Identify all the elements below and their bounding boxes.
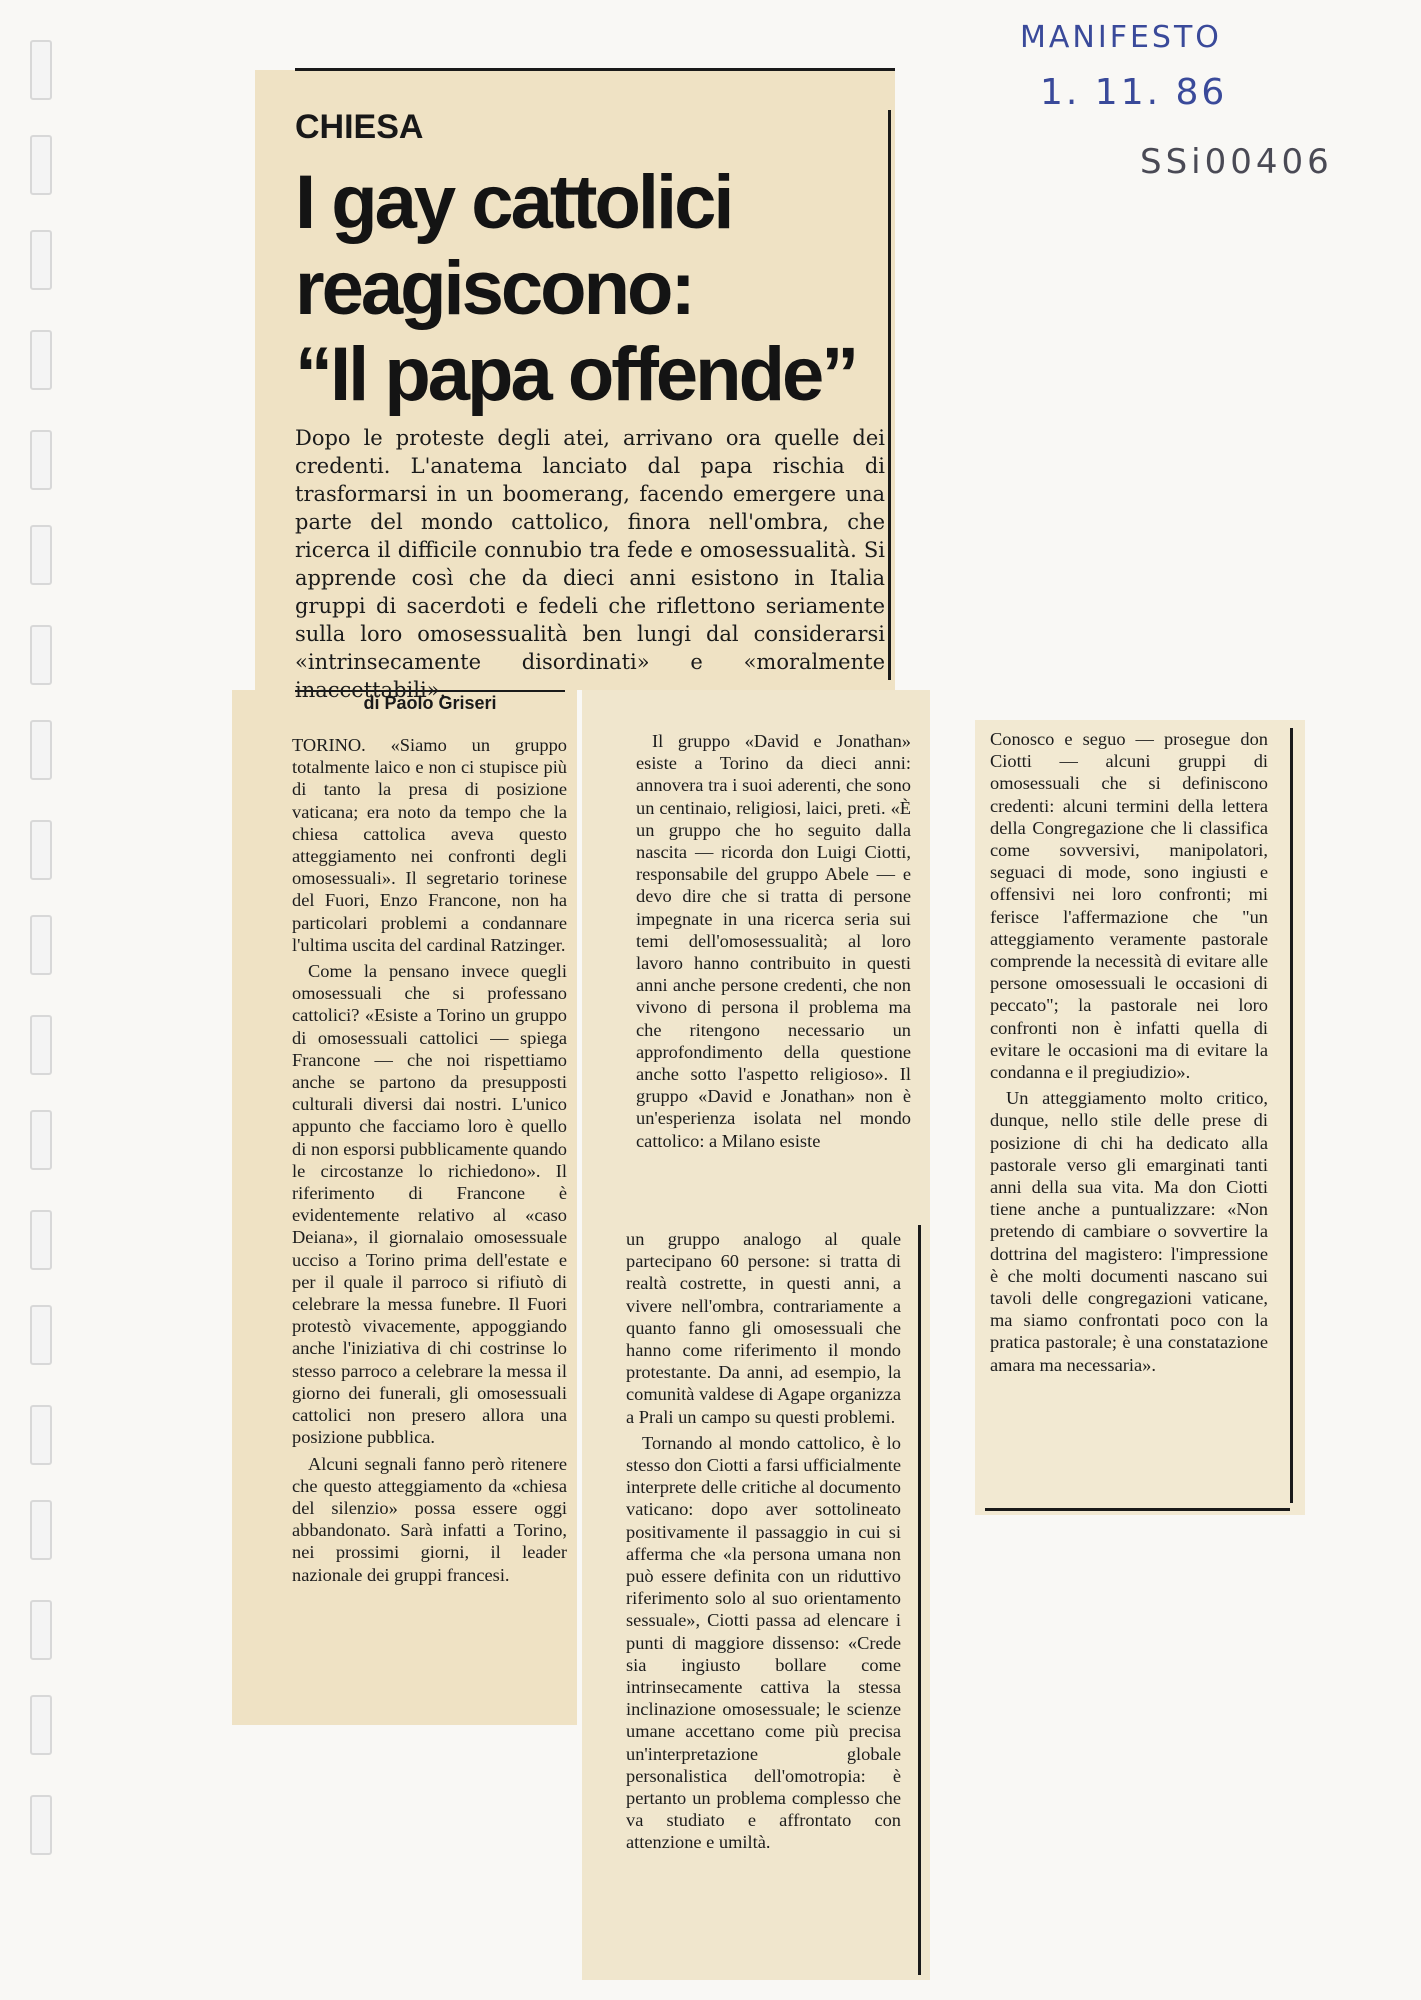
article-column-2-top bbox=[636, 730, 911, 1156]
handwritten-publication: MANIFESTO bbox=[1020, 20, 1222, 55]
binder-hole bbox=[30, 330, 52, 390]
handwritten-archive-code: SSi00406 bbox=[1140, 142, 1333, 182]
paragraph: un gruppo analogo al quale partecipano 60 persone: si tratta di realtà costrette, in questi anni, a vivere nell'ombra, contrariamente a quanto fanno gli omosessuali che hanno come riferimento il mondo protestante. Da anni, ad esempio, la comunità valdese di Agape organizza a Prali un campo su questi problemi. bbox=[626, 1229, 901, 1427]
paragraph: Conosco e seguo — prosegue don Ciotti — alcuni gruppi di omosessuali che si definiscono credenti: alcuni termini della lettera della Congregazione che li classifica come sovversivi, manipolatori, seguaci di mode, sono ingiusti e offensivi nei loro confronti; mi ferisce l'affermazione che "un atteggiamento veramente pastorale comprende la necessità di evitare alle persone omosessuali le occasioni di peccato"; la pastorale nei loro confronti non è infatti quella di evitare le occasioni ma di evitare la condanna e il pregiudizio». bbox=[990, 729, 1268, 1083]
binder-hole bbox=[30, 720, 52, 780]
headline-line: I gay cattolici bbox=[295, 160, 732, 245]
article-column-3 bbox=[990, 728, 1268, 1380]
paragraph: Un atteggiamento molto critico, dunque, nello stile delle prese di posizione di chi ha dedicato alla pastorale verso gli emarginati tanti anni della sua vita. Ma don Ciotti tiene anche a puntualizzare: «Non pretendo di cambiare o sovvertire la dottrina del magistero: l'impressione è che molti documenti nascano sui tavoli delle congregazioni vaticane, ma siamo confrontati poco con la pratica pastorale; è una constatazione amara ma necessaria». bbox=[990, 1088, 1268, 1375]
paragraph: TORINO. «Siamo un gruppo totalmente laico e non ci stupisce più di tanto la presa di posizione vaticana; era noto da tempo che la chiesa cattolica aveva questo atteggiamento nei confronti degli omosessuali». Il segretario torinese del Fuori, Enzo Francone, non ha particolari problemi a condannare l'ultima uscita del cardinal Ratzinger. bbox=[292, 735, 567, 955]
article-column-1 bbox=[292, 734, 567, 1590]
binder-hole bbox=[30, 1015, 52, 1075]
byline: di Paolo Griseri bbox=[363, 693, 497, 713]
binder-hole bbox=[30, 230, 52, 290]
binder-hole bbox=[30, 1210, 52, 1270]
binder-hole bbox=[30, 1695, 52, 1755]
headline-line: “Il papa offende” bbox=[295, 332, 857, 417]
binder-hole bbox=[30, 525, 52, 585]
binder-hole bbox=[30, 625, 52, 685]
column3-vertical-rule bbox=[1290, 728, 1293, 1503]
binder-hole bbox=[30, 135, 52, 195]
binder-hole bbox=[30, 1110, 52, 1170]
paragraph: Come la pensano invece quegli omosessuali che si professano cattolici? «Esiste a Torino un gruppo di omosessuali cattolici — spiega Francone — che noi rispettiamo anche se partono da presupposti culturali diversi dai nostri. L'unico appunto che facciamo loro è quello di non esporsi pubblicamente quando le circostanze lo richiedono». Il riferimento di Francone è evidentemente relativo al «caso Deiana», il giornalaio omosessuale ucciso a Torino prima dell'estate e per il quale il parroco si rifiutò di celebrare la messa funebre. Il Fuori protestò vivacemente, appoggiando anche l'iniziativa di chi costrinse lo stesso parroco a celebrare la messa il giorno dei funerali, gli omosessuali cattolici non presero allora una posizione pubblica. bbox=[292, 961, 567, 1448]
binder-hole bbox=[30, 1405, 52, 1465]
end-rule bbox=[985, 1508, 1290, 1511]
headline bbox=[295, 160, 875, 418]
binder-hole bbox=[30, 40, 52, 100]
binder-hole bbox=[30, 430, 52, 490]
binder-hole bbox=[30, 915, 52, 975]
column2-vertical-rule bbox=[918, 1225, 921, 1975]
binder-hole bbox=[30, 1600, 52, 1660]
paragraph: Alcuni segnali fanno però ritenere che questo atteggiamento da «chiesa del silenzio» possa essere oggi abbandonato. Sarà infatti a Torino, nei prossimi giorni, il leader nazionale dei gruppi francesi. bbox=[292, 1453, 567, 1585]
binder-holes bbox=[30, 40, 54, 1940]
lead-paragraph: Dopo le proteste degli atei, arrivano ora quelle dei credenti. L'anatema lanciato dal papa rischia di trasformarsi in un boomerang, facendo emergere una parte del mondo cattolico, finora nell'ombra, che ricerca il difficile connubio tra fede e omosessualità. Si apprende così che da dieci anni esistono in Italia gruppi di sacerdoti e fedeli che riflettono seriamente sulla loro omosessualità ben lungi dal considerarsi «intrinsecamente disordinati» e «moralmente inaccettabili». bbox=[295, 426, 885, 702]
header-vertical-rule bbox=[888, 110, 891, 680]
headline-line: reagiscono: bbox=[295, 246, 693, 331]
binder-hole bbox=[30, 1500, 52, 1560]
top-rule bbox=[295, 68, 895, 71]
article-column-2-bottom bbox=[626, 1228, 901, 1858]
paragraph: Tornando al mondo cattolico, è lo stesso don Ciotti a farsi ufficialmente interprete delle critiche al documento vaticano: dopo aver sottolineato positivamente il passaggio in cui si afferma che «la persona umana non può essere definita con un riduttivo riferimento solo al suo orientamento sessuale», Ciotti passa ad elencare i punti di maggiore dissenso: «Crede sia ingiusto bollare come intrinsecamente cattiva la stessa inclinazione omosessuale; le scienze umane accettano come più precisa un'interpretazione globale personalistica dell'omotropia: è pertanto un problema complesso che va studiato e affrontato con attenzione e umiltà. bbox=[626, 1432, 901, 1853]
binder-hole bbox=[30, 1305, 52, 1365]
binder-hole bbox=[30, 1795, 52, 1855]
paragraph: Il gruppo «David e Jonathan» esiste a Torino da dieci anni: annovera tra i suoi aderenti, che sono un centinaio, religiosi, laici, preti. «È un gruppo che ho seguito dalla nascita — ricorda don Luigi Ciotti, responsabile del gruppo Abele — e devo dire che si tratta di persone impegnate in una ricerca seria sui temi dell'omosessualità; al loro lavoro hanno contribuito in questi anni anche persone credenti, che non vivono di persona il problema ma che ritengono necessario un approfondimento della questione anche sotto l'aspetto religioso». Il gruppo «David e Jonathan» non è un'esperienza isolata nel mondo cattolico: a Milano esiste bbox=[636, 731, 911, 1151]
binder-hole bbox=[30, 820, 52, 880]
handwritten-date: 1. 11. 86 bbox=[1040, 72, 1228, 113]
section-label: CHIESA bbox=[295, 108, 424, 146]
